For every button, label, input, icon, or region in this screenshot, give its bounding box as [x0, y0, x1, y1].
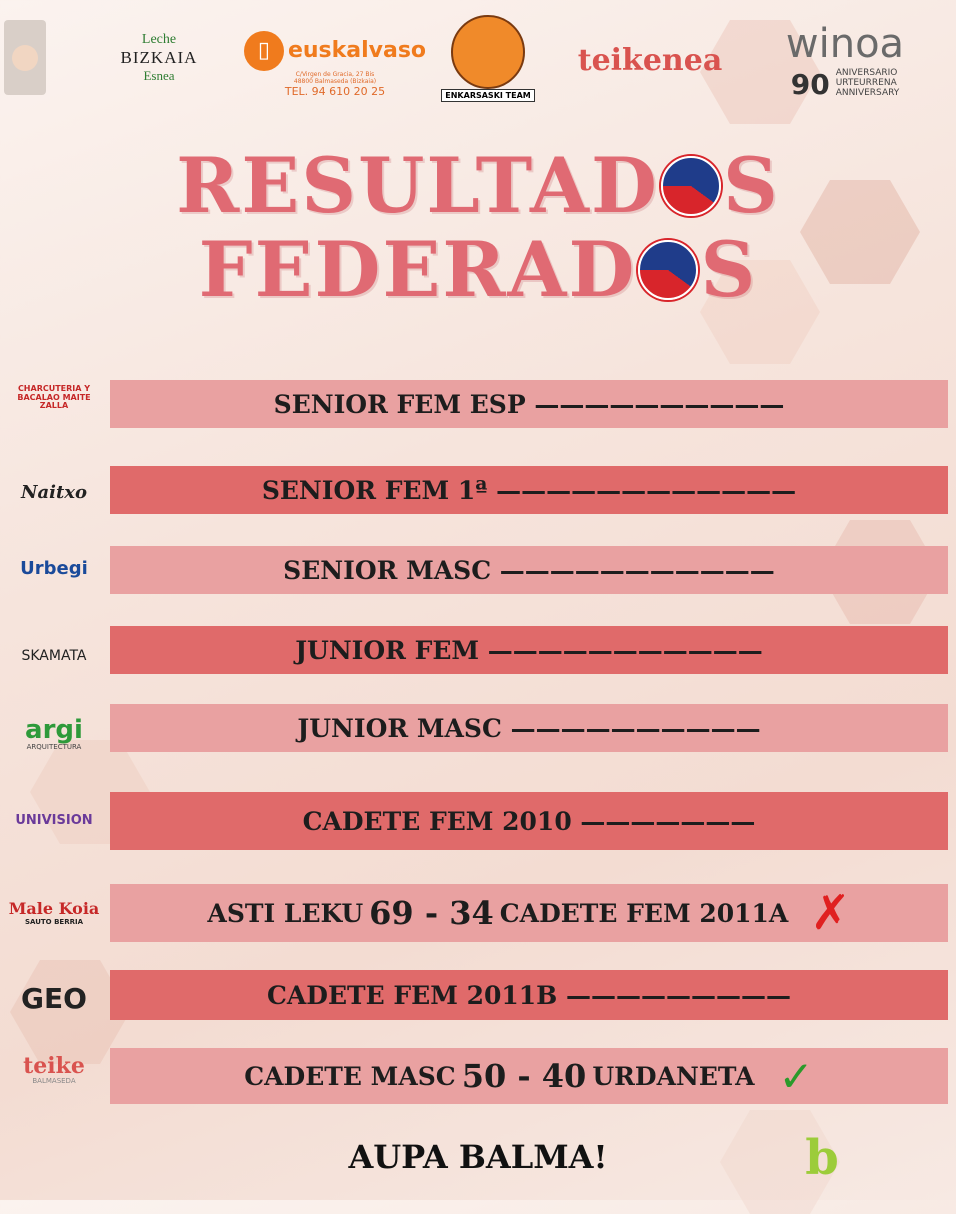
winoa-line2: URTEURRENA [835, 78, 897, 89]
result-text: SENIOR FEM 1ª ———————————— [261, 475, 797, 505]
sponsor-name: CHARCUTERIA Y BACALAO MAITE ZALLA [17, 383, 91, 411]
winoa-name: winoa [785, 20, 905, 67]
sponsor-logo-argi [4, 706, 104, 762]
winoa-line3: ANNIVERSARY [835, 87, 900, 98]
sponsor-subtext: BALMASEDA [32, 1077, 76, 1085]
sponsor-name: teike [23, 1053, 85, 1079]
title-text: FEDERAD [198, 225, 637, 314]
loss-icon: ✗ [810, 885, 851, 941]
sponsor-logo-univision [4, 796, 104, 844]
title-text: RESULTAD [176, 141, 659, 230]
title-text: S [722, 141, 780, 230]
balmaseda-ball-icon [638, 240, 698, 300]
winoa-line1: ANIVERSARIO [835, 68, 898, 79]
leche-line3: Esnea [143, 68, 175, 83]
result-row [110, 884, 948, 942]
result-text: CADETE FEM 2011B ————————— [267, 980, 791, 1010]
sponsor-euskalvaso [245, 18, 425, 110]
sponsor-name: UNIVISION [15, 812, 93, 828]
basketball-icon [451, 15, 525, 89]
sponsor-name: GEO [21, 981, 87, 1015]
page-title-line2 [0, 225, 956, 314]
result-row [110, 1048, 948, 1104]
result-row [110, 466, 948, 514]
result-row [110, 546, 948, 594]
balmaseda-ball-icon [661, 156, 721, 216]
sponsor-subtext: SAUTO BERRIA [24, 917, 83, 926]
result-text: SENIOR MASC ——————————— [283, 555, 775, 585]
sponsor-logo-teike [4, 1046, 104, 1094]
euskalvaso-address2: 48800 Balmaseda (Bizkaia) [293, 77, 377, 85]
child-photo [4, 20, 46, 95]
team-b: CADETE FEM 2011A [499, 898, 789, 928]
balma-logo-text: b [805, 1130, 839, 1186]
sponsor-teikenea [555, 38, 745, 82]
sponsor-name: Urbegi [20, 557, 88, 579]
sponsor-logo-maite [4, 366, 104, 430]
sponsor-logo-skamata [4, 632, 104, 680]
sponsor-name: Male Koia [8, 898, 100, 918]
winoa-90: 90 [790, 67, 830, 101]
balma-logo-icon [800, 1128, 844, 1188]
team-a: CADETE MASC [244, 1061, 456, 1091]
euskalvaso-name: euskalvaso [287, 38, 427, 63]
result-row [110, 380, 948, 428]
team-b: URDANETA [592, 1061, 755, 1091]
euskalvaso-address1: C/Virgen de Gracia, 27 Bis [295, 70, 375, 78]
result-row [110, 970, 948, 1020]
sponsor-name: SKAMATA [21, 648, 87, 664]
glass-icon: ▯ [244, 31, 284, 71]
result-text: SENIOR FEM ESP —————————— [273, 389, 785, 419]
score: 50 - 40 [461, 1057, 587, 1095]
teikenea-name: teikenea [577, 42, 723, 78]
leche-line1: Leche [141, 32, 177, 47]
result-text: CADETE FEM 2010 ——————— [302, 806, 756, 836]
avatar [12, 45, 38, 71]
result-text: JUNIOR MASC —————————— [297, 713, 761, 743]
sponsor-enkarsaski [428, 10, 548, 106]
sponsor-name: argi [25, 715, 83, 745]
sponsor-subtext: ARQUITECTURA [26, 743, 82, 751]
result-text: JUNIOR FEM ——————————— [295, 635, 763, 665]
euskalvaso-phone: TEL. 94 610 20 25 [284, 84, 386, 98]
sponsor-logo-malekoia [4, 880, 104, 944]
sponsor-winoa [760, 12, 930, 112]
sponsor-bar [0, 0, 956, 120]
page-title-line1 [0, 141, 956, 230]
sponsor-logo-geo [4, 974, 104, 1022]
sponsor-logo-naitxo [4, 460, 104, 524]
enkarsaski-name: ENKARSASKI TEAM [441, 89, 534, 102]
result-row [110, 626, 948, 674]
footer-text: AUPA BALMA! [348, 1138, 608, 1176]
title-text: S [700, 225, 758, 314]
win-check-icon: ✓ [778, 1051, 814, 1101]
team-a: ASTI LEKU [207, 898, 364, 928]
sponsor-name: Naitxo [20, 481, 87, 503]
result-row [110, 704, 948, 752]
leche-line2: BIZKAIA [120, 48, 198, 67]
result-row [110, 792, 948, 850]
score: 69 - 34 [369, 894, 494, 932]
sponsor-logo-urbegi [4, 540, 104, 596]
sponsor-leche-bizkaia [84, 28, 234, 88]
